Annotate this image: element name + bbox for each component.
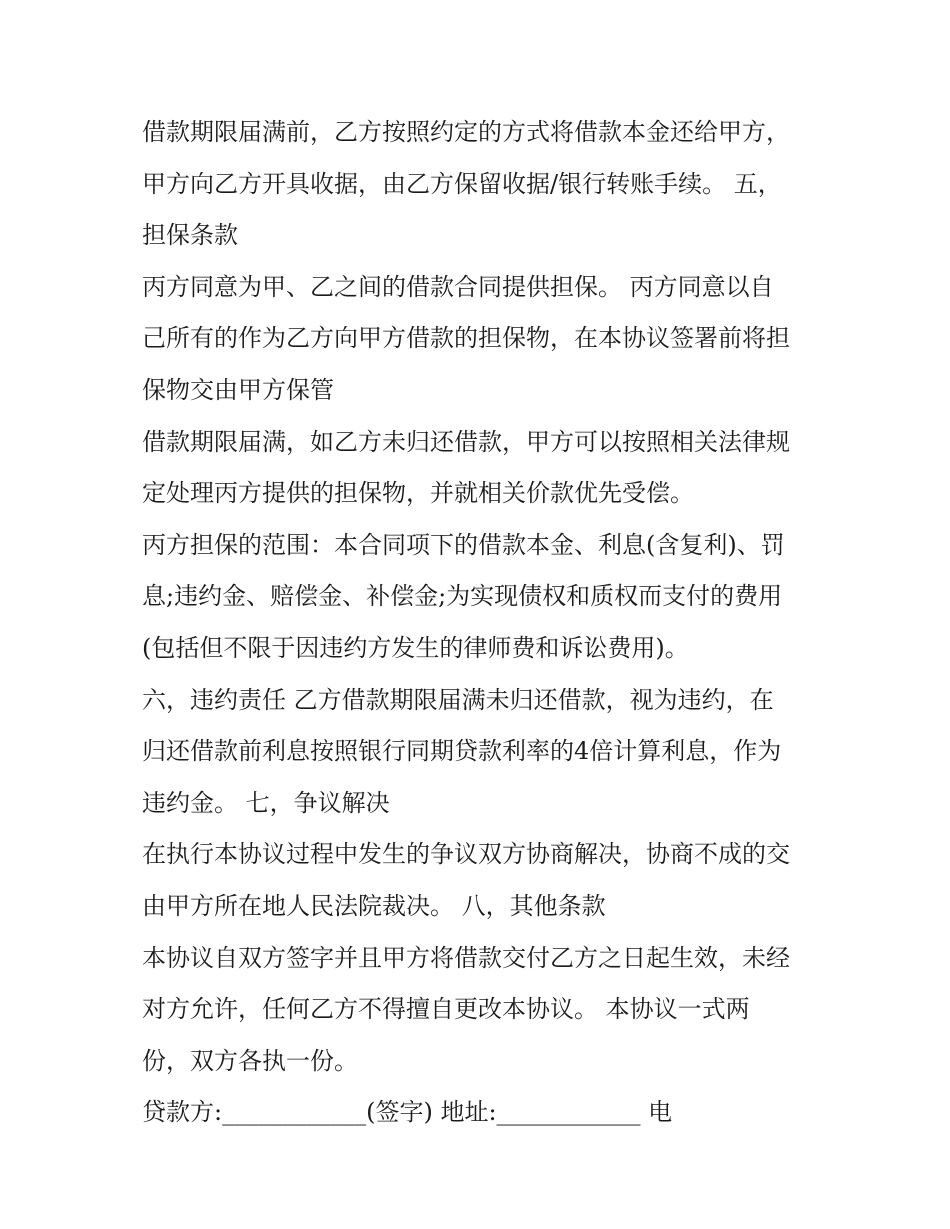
text-line: 由甲方所在地人民法院裁决。 八，其他条款 — [142, 891, 606, 920]
signature-line: 贷款方:____________(签字) 地址:____________ 电 — [142, 1098, 673, 1127]
text-line: 丙方担保的范围：本合同项下的借款本金、利息(含复利)、罚 — [142, 530, 785, 559]
text-line: 份，双方各执一份。 — [142, 1046, 358, 1075]
text-line: 息;违约金、赔偿金、补偿金;为实现债权和质权而支付的费用 — [142, 582, 783, 611]
text-line: 本协议自双方签字并且甲方将借款交付乙方之日起生效，未经 — [142, 943, 790, 972]
text-line: 借款期限届满前，乙方按照约定的方式将借款本金还给甲方， — [142, 118, 790, 146]
text-line: 六，违约责任 乙方借款期限届满未归还借款，视为违约，在 — [142, 685, 774, 714]
text-line: 借款期限届满，如乙方未归还借款，甲方可以按照相关法律规 — [142, 427, 790, 456]
text-line: 归还借款前利息按照银行同期贷款利率的4倍计算利息，作为 — [142, 737, 782, 766]
text-line: 在执行本协议过程中发生的争议双方协商解决，协商不成的交 — [142, 840, 790, 869]
text-line: 定处理丙方提供的担保物，并就相关价款优先受偿。 — [142, 479, 694, 508]
text-line: 己所有的作为乙方向甲方借款的担保物，在本协议签署前将担 — [142, 324, 790, 353]
text-line: 甲方向乙方开具收据，由乙方保留收据/银行转账手续。 五， — [142, 169, 782, 198]
text-line: 违约金。 七，争议解决 — [142, 788, 390, 817]
text-line: 担保条款 — [142, 221, 238, 250]
text-line: (包括但不限于因违约方发生的律师费和诉讼费用)。 — [142, 633, 689, 662]
text-line: 对方允许，任何乙方不得擅自更改本协议。 本协议一式两 — [142, 995, 750, 1024]
text-line: 保物交由甲方保管 — [142, 375, 334, 404]
contract-body — [142, 107, 822, 1139]
text-line: 丙方同意为甲、乙之间的借款合同提供担保。 丙方同意以自 — [142, 272, 774, 301]
